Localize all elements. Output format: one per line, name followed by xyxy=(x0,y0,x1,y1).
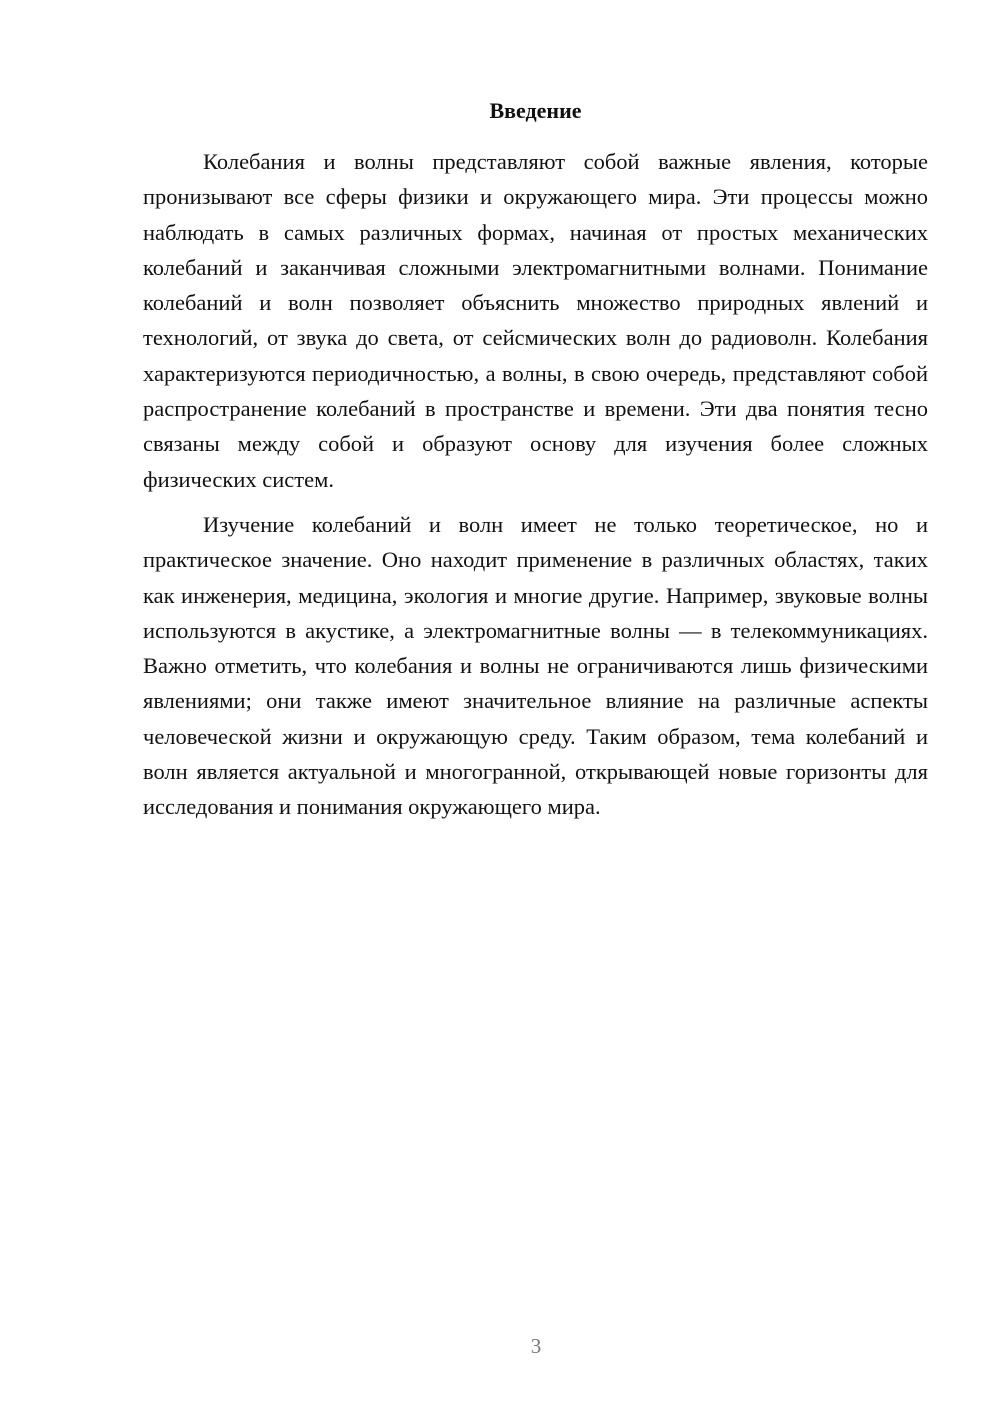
page-content xyxy=(143,96,928,825)
page-number: 3 xyxy=(530,1334,542,1358)
paragraph-2: Изучение колебаний и волн имеет не только теоретическое, но и практическое значение. Оно находит применение в различных областях, таких как инженерия, медицина, экология и многие другие. Например, звуковые волны используются в акустике, а электромагнитные волны — в телекоммуникациях. Важно отметить, что колебания и волны не ограничиваются лишь физическими явлениями; они также имеют значительное влияние на различные аспекты человеческой жизни и окружающую среду. Таким образом, тема колебаний и волн является актуальной и многогранной, открывающей новые горизонты для исследования и понимания окружающего мира. xyxy=(143,511,928,820)
paragraph-1: Колебания и волны представляют собой важные явления, которые пронизывают все сферы физики и окружающего мира. Эти процессы можно наблюдать в самых различных формах, начиная от простых механических колебаний и заканчивая сложными электромагнитными волнами. Понимание колебаний и волн позволяет объяснить множество природных явлений и технологий, от звука до света, от сейсмических волн до радиоволн. Колебания характеризуются периодичностью, а волны, в свою очередь, представляют собой распространение колебаний в пространстве и времени. Эти два понятия тесно связаны между собой и образуют основу для изучения более сложных физических систем. xyxy=(143,149,928,492)
section-heading: Введение xyxy=(489,98,582,123)
